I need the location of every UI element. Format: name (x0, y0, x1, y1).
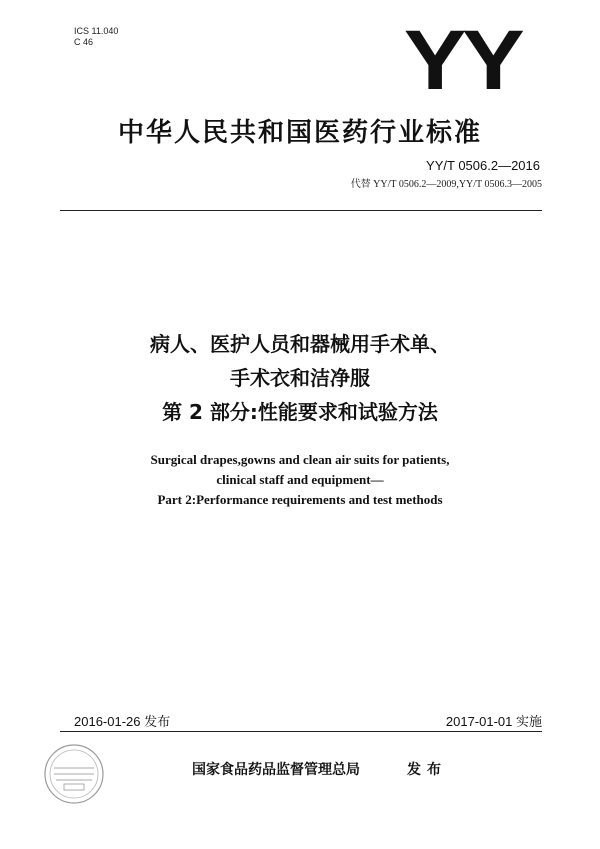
issue-label: 发布 (407, 762, 447, 778)
seal-stamp-icon (42, 742, 106, 806)
implementation-date: 2017-01-01 实施 (445, 714, 542, 729)
title-en-line-1: Surgical drapes,gowns and clean air suits for patients, (150, 452, 450, 467)
issue-date: 2016-01-26 发布 (74, 714, 171, 729)
title-zh-line-1: 病人、医护人员和器械用手术单、 (150, 332, 450, 356)
title-en-line-3: Part 2:Performance requirements and test methods (157, 492, 443, 507)
organization-title: 中华人民共和国医药行业标准 (117, 118, 482, 148)
bottom-divider (60, 731, 542, 732)
yy-logo-text: YY (403, 13, 521, 107)
classification-codes (74, 26, 118, 48)
issuing-authority: 国家食品药品监督管理总局 (192, 762, 360, 778)
ccs-code: C 46 (74, 37, 94, 47)
ics-code: ICS 11.040 (74, 26, 119, 36)
yy-logo (398, 13, 526, 107)
title-zh-line-3: 第 2 部分:性能要求和试验方法 (162, 400, 438, 424)
title-en-line-2: clinical staff and equipment— (216, 472, 384, 487)
top-divider (60, 210, 542, 211)
standard-number: YY/T 0506.2—2016 (426, 158, 540, 173)
replaces-standards: 代替 YY/T 0506.2—2009,YY/T 0506.3—2005 (350, 179, 542, 190)
title-zh-line-2: 手术衣和洁净服 (230, 366, 370, 390)
